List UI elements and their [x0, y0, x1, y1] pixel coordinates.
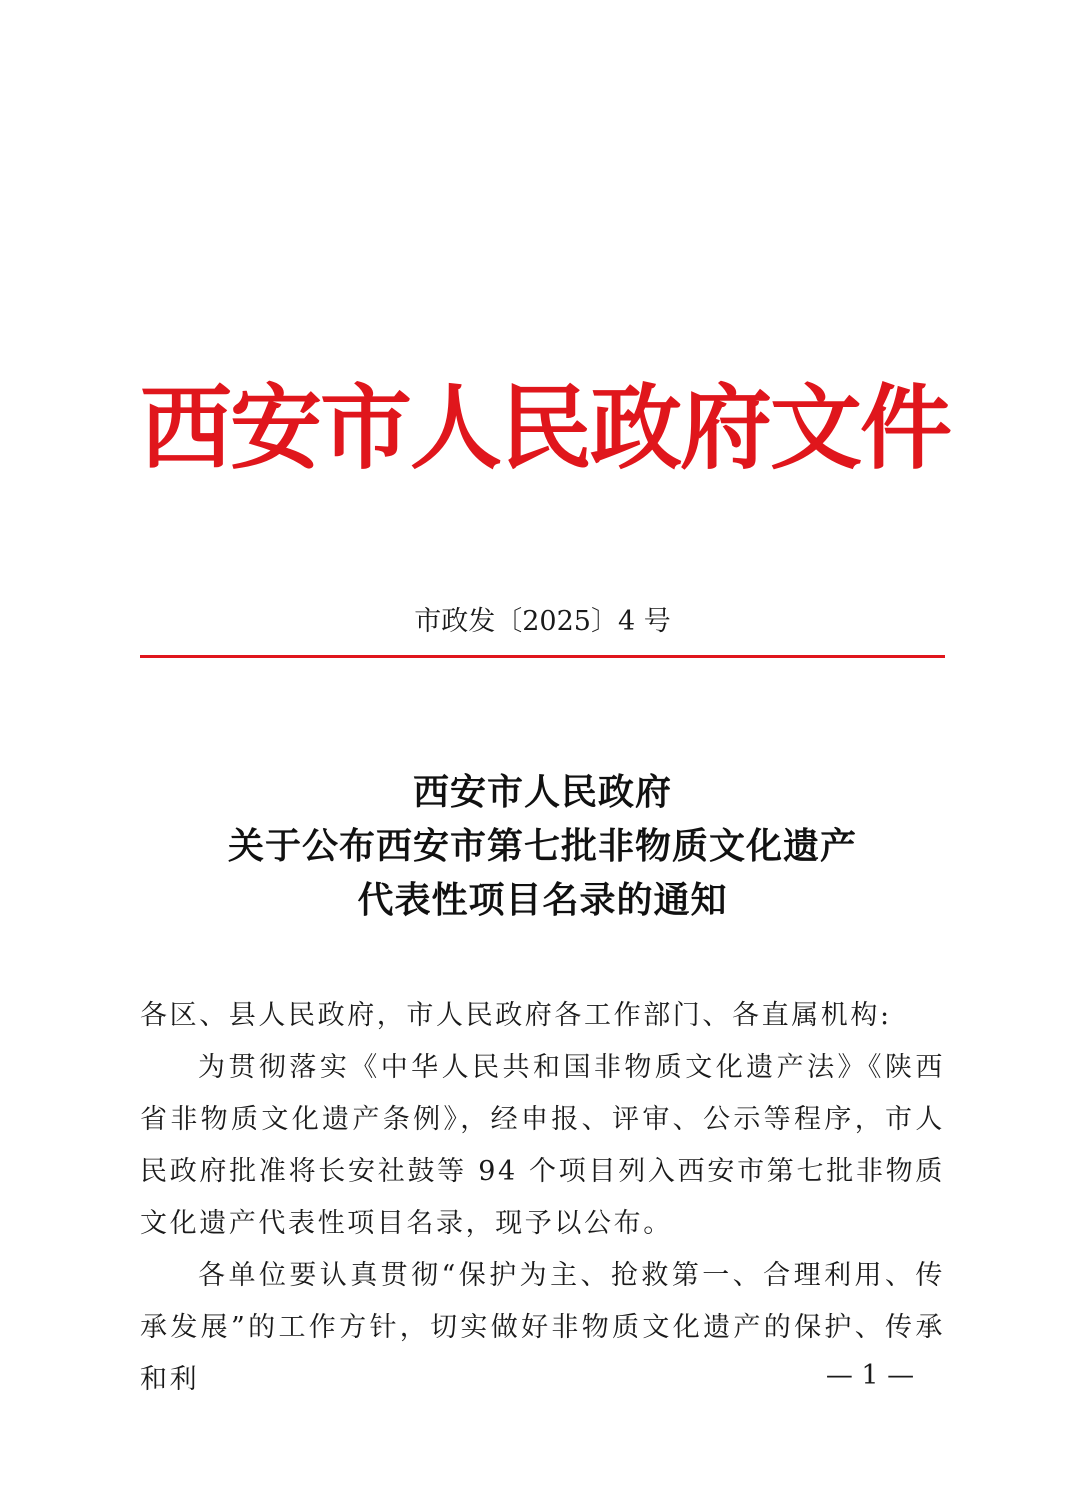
paragraph-1: 为贯彻落实《中华人民共和国非物质文化遗产法》《陕西省非物质文化遗产条例》，经申报、评审、公示等程序，市人民政府批准将长安社鼓等 94 个项目列入西安市第七批非物质文化遗产代表性项目名录，现予以公布。 — [140, 1052, 945, 1239]
paragraph-2: 各单位要认真贯彻“保护为主、抢救第一、合理利用、传承发展”的工作方针，切实做好非物质文化遗产的保护、传承和利 — [140, 1260, 945, 1395]
notice-title-line-2: 关于公布西安市第七批非物质文化遗产 — [227, 825, 857, 867]
page-number: — 1 — — [825, 1360, 915, 1391]
document-number: 市政发〔2025〕4 号 — [414, 606, 671, 637]
salutation: 各区、县人民政府，市人民政府各工作部门、各直属机构: — [140, 1000, 892, 1031]
notice-title-line-1: 西安市人民政府 — [412, 771, 672, 813]
red-separator-line — [140, 655, 945, 658]
notice-title — [140, 765, 945, 927]
masthead-title: 西安市人民政府文件 — [140, 374, 951, 482]
body-text — [140, 990, 945, 1406]
notice-title-line-3: 代表性项目名录的通知 — [357, 879, 728, 921]
